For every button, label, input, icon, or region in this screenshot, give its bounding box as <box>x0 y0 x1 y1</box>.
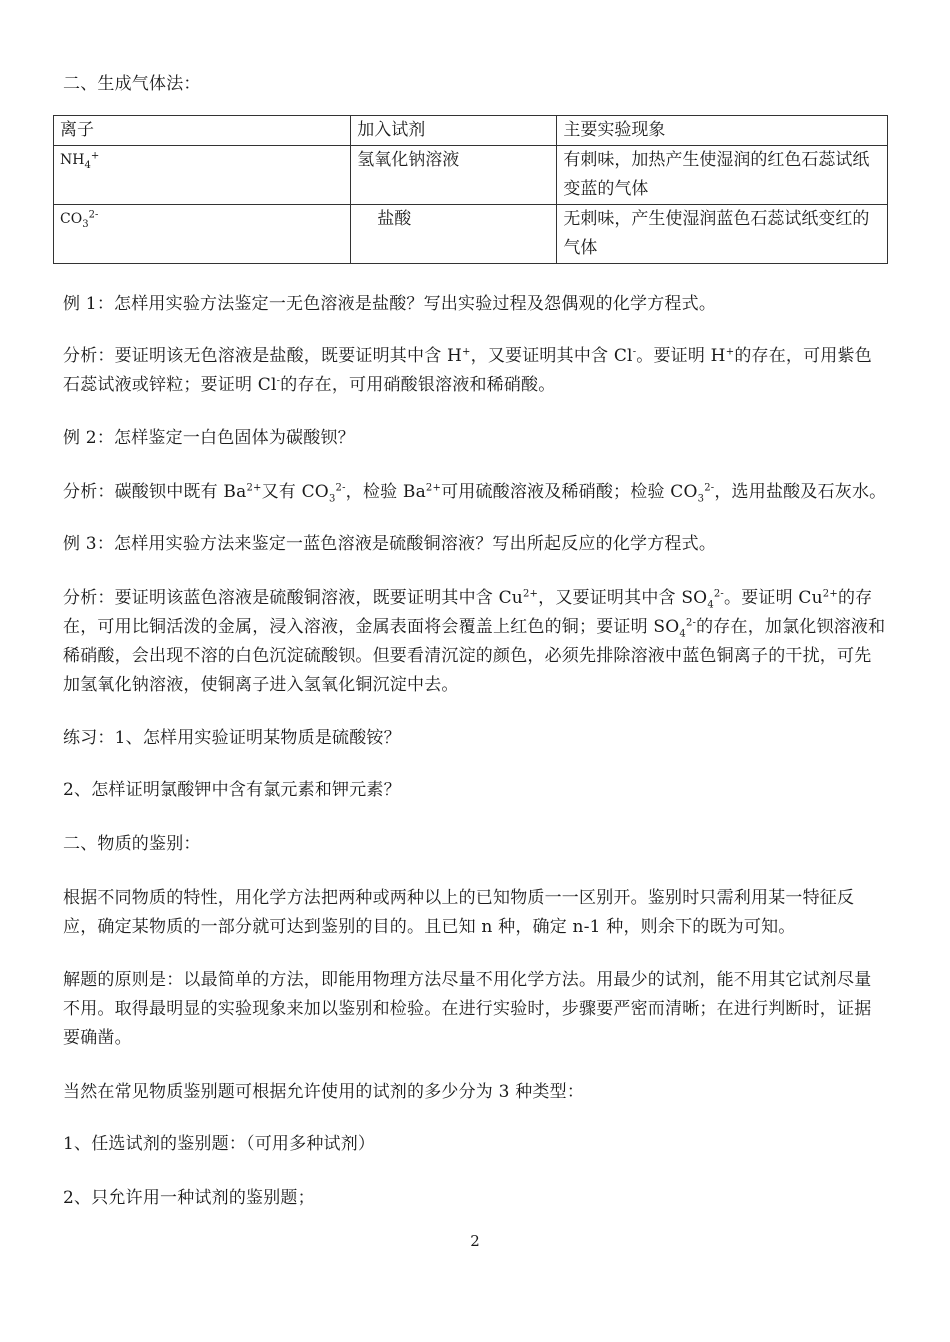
practice-line-2: 2、怎样证明氯酸钾中含有氯元素和钾元素？ <box>63 780 401 800</box>
formula-subscript: 4 <box>679 628 686 640</box>
text-run: 。要证明 Cu <box>724 588 823 608</box>
charge-superscript: 2+ <box>246 482 262 494</box>
practice-line-1: 练习：1、怎样用实验证明某物质是硫酸铵？ <box>63 728 401 748</box>
charge-superscript: + <box>725 346 735 358</box>
charge-superscript: 2+ <box>425 482 442 494</box>
table-cell-reagent: 氢氧化钠溶液 <box>351 146 557 205</box>
text-run: ，又要证明其中含 Cl <box>470 346 633 366</box>
table-row <box>54 146 888 205</box>
table-row <box>54 205 888 264</box>
formula-subscript: 3 <box>697 493 705 505</box>
identify-description: 根据不同物质的特性，用化学方法把两种或两种以上的已知物质一一区别开。鉴别时只需利用某一特征反应，确定某物质的一部分就可达到鉴别的目的。且已知 n 种，确定 n-1 种，则余下的既为可知。 <box>63 888 855 937</box>
text-run: 。要证明 H <box>636 346 726 366</box>
formula-subscript: 4 <box>707 599 714 611</box>
example-3-analysis <box>63 584 888 700</box>
identify-type-1: 1、任选试剂的鉴别题：（可用多种试剂） <box>63 1134 376 1154</box>
example-3-question: 例 3：怎样用实验方法来鉴定一蓝色溶液是硫酸铜溶液？写出所起反应的化学方程式。 <box>63 534 717 554</box>
text-run: ，检验 Ba <box>345 482 426 502</box>
table-header-row <box>54 116 888 146</box>
section-heading-gas: 二、生成气体法： <box>63 74 201 94</box>
table-header-reagent: 加入试剂 <box>351 116 557 146</box>
table-cell-ion <box>54 205 351 264</box>
ion-charge: 2- <box>88 209 99 221</box>
text-run: 的存在，可用比铜活泼的金属，浸入溶液，金属表面将会覆盖上红色的铜；要证明 SO <box>63 588 873 637</box>
formula-subscript: 3 <box>328 493 336 505</box>
charge-superscript: + <box>462 346 471 358</box>
text-run: 的存在，加氯化钡溶液和稀硝酸，会出现不溶的白色沉淀硫酸钡。但要看清沉淀的颜色，必须先排除溶液中蓝色铜离子的干扰，可先加氢氧化钠溶液，使铜离子进入氢氧化铜沉淀中去。 <box>63 617 886 695</box>
section-heading-identify: 二、物质的鉴别： <box>63 834 201 854</box>
text-run: 又有 CO <box>261 482 329 502</box>
table-cell-phenomenon: 无刺味，产生使湿润蓝色石蕊试纸变红的气体 <box>557 205 888 264</box>
example-2-question: 例 2：怎样鉴定一白色固体为碳酸钡？ <box>63 428 355 448</box>
identify-types-intro: 当然在常见物质鉴别题可根据允许使用的试剂的多少分为 3 种类型： <box>63 1082 585 1102</box>
table-header-ion: 离子 <box>54 116 351 146</box>
text-run: ，选用盐酸及石灰水。 <box>714 482 887 502</box>
charge-superscript: - <box>276 375 281 387</box>
text-run: 分析：要证明该蓝色溶液是硫酸铜溶液，既要证明其中含 Cu <box>63 588 523 608</box>
text-run: 的存在，可用紫色石蕊试液或锌粒；要证明 Cl <box>63 346 872 395</box>
text-run: ，又要证明其中含 SO <box>538 588 708 608</box>
ion-formula: NH <box>60 152 85 168</box>
page-number: 2 <box>470 1232 480 1250</box>
charge-superscript: 2- <box>713 588 725 600</box>
charge-superscript: 2- <box>704 482 715 494</box>
charge-superscript: 2+ <box>822 588 838 600</box>
ion-charge: + <box>90 150 100 162</box>
table-cell-phenomenon: 有刺味，加热产生使湿润的红色石蕊试纸变蓝的气体 <box>557 146 888 205</box>
text-run: 分析：碳酸钡中既有 Ba <box>63 482 247 502</box>
table-header-phenomenon: 主要实验现象 <box>557 116 888 146</box>
ion-test-table <box>53 115 888 264</box>
charge-superscript: 2- <box>685 617 697 629</box>
identify-principles: 解题的原则是：以最简单的方法，即能用物理方法尽量不用化学方法。用最少的试剂，能不用其它试剂尽量不用。取得最明显的实验现象来加以鉴别和检验。在进行实验时，步骤要严密而清晰；在进行判断时，证据要确凿。 <box>63 970 872 1048</box>
text-run: 的存在，可用硝酸银溶液和稀硝酸。 <box>280 375 556 395</box>
table-cell-reagent: 盐酸 <box>351 205 557 264</box>
charge-superscript: - <box>632 346 637 358</box>
ion-subscript: 4 <box>84 159 91 171</box>
ion-subscript: 3 <box>82 218 89 230</box>
text-run: 分析：要证明该无色溶液是盐酸，既要证明其中含 H <box>63 346 463 366</box>
identify-type-2: 2、只允许用一种试剂的鉴别题； <box>63 1188 315 1208</box>
example-1-analysis <box>63 342 888 400</box>
table-cell-ion <box>54 146 351 205</box>
text-run: 可用硫酸溶液及稀硝酸；检验 CO <box>441 482 698 502</box>
charge-superscript: 2- <box>335 482 346 494</box>
charge-superscript: 2+ <box>522 588 539 600</box>
ion-formula: CO <box>60 211 83 227</box>
example-2-analysis <box>63 478 888 507</box>
example-1-question: 例 1：怎样用实验方法鉴定一无色溶液是盐酸？写出实验过程及怨偶观的化学方程式。 <box>63 294 717 314</box>
